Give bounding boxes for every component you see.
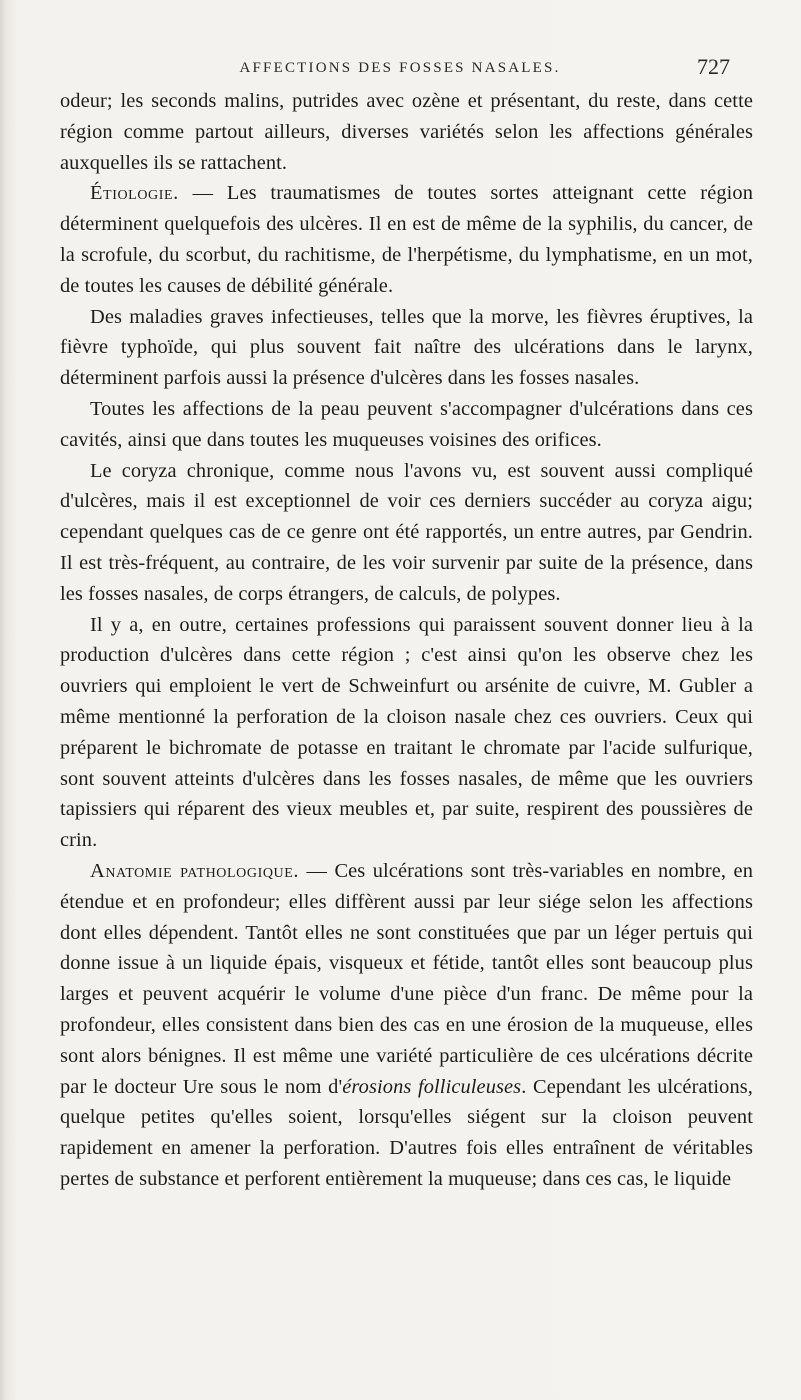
page-header [60, 56, 740, 82]
paragraph-text: . Cependant les ulcérations, quelque petites qu'elles soient, lorsqu'elles siégent sur la cloison peuvent rapidement en amener la perforation. D'autres fois elles entraînent de véritables pertes de substance et perforent entièrement la muqueuse; dans ces cas, le liquide [60, 1075, 753, 1190]
section-heading-etiologie: Étiologie. [90, 182, 179, 205]
paragraph-coryza [60, 456, 753, 610]
paragraph-text: Toutes les affections de la peau peuvent s'accompagner d'ulcérations dans ces cavités, ainsi que dans toutes les muqueuses voisines des orifices. [60, 397, 753, 451]
paragraph-continuation [60, 86, 753, 178]
paragraph-text: odeur; les seconds malins, putrides avec ozène et présentant, du reste, dans cette région comme partout ailleurs, diverses variétés selon les affections générales auxquelles ils se rattachent. [60, 90, 753, 174]
paragraph-etiologie [60, 178, 753, 301]
paragraph-text: Des maladies graves infectieuses, telles que la morve, les fièvres éruptives, la fièvre typhoïde, qui plus souvent fait naître des ulcérations dans le larynx, déterminent parfois aussi la présence d'ulcères dans les fosses nasales. [60, 305, 753, 390]
paragraph-text: — Les traumatismes de toutes sortes atteignant cette région déterminent quelquefois des ulcères. Il en est de même de la syphilis, du cancer, de la scrofule, du scorbut, du rachitisme, de l'herpétisme, du lymphatisme, en un mot, de toutes les causes de débilité générale. [60, 182, 753, 297]
page-number: 727 [697, 54, 730, 79]
paragraph-maladies-infectieuses [60, 302, 753, 394]
section-heading-anatomie: Anatomie pathologique. [90, 859, 300, 882]
italic-term: érosions folliculeuses [342, 1075, 522, 1098]
running-title: AFFECTIONS DES FOSSES NASALES. [239, 60, 561, 76]
paragraph-text: Il y a, en outre, certaines professions qui paraissent souvent donner lieu à la production d'ulcères dans cette région ; c'est ainsi qu'on les observe chez les ouvriers qui emploient le vert de Schweinfurt ou arsénite de cuivre, M. Gubler a même mentionné la perforation de la cloison nasale chez ces ouvriers. Ceux qui préparent le bichromate de potasse en traitant le chromate par l'acide sulfurique, sont souvent atteints d'ulcères dans les fosses nasales, de même que les ouvriers tapissiers qui réparent des vieux meubles et, par suite, respirent des poussières de crin. [60, 613, 753, 852]
paragraph-text: Le coryza chronique, comme nous l'avons vu, est souvent aussi compliqué d'ulcères, mais il est exceptionnel de voir ces derniers succéder au coryza aigu; cependant quelques cas de ce genre ont été rapportés, un entre autres, par Gendrin. Il est très-fréquent, au contraire, de les voir survenir par suite de la présence, dans les fosses nasales, de corps étrangers, de calculs, de polypes. [60, 459, 753, 605]
paragraph-anatomie-pathologique [60, 856, 753, 1195]
paragraph-professions [60, 610, 753, 856]
body-text [60, 86, 753, 1195]
paragraph-affections-peau [60, 394, 753, 456]
paragraph-text: — Ces ulcérations sont très-variables en nombre, en étendue et en profondeur; elles diffèrent aussi par leur siége selon les affections dont elles dépendent. Tantôt elles ne sont constituées que par un léger pertuis qui donne issue à un liquide épais, visqueux et fétide, tantôt elles sont beaucoup plus larges et peuvent acquérir le volume d'une pièce d'un franc. De même pour la profondeur, elles consistent dans bien des cas en une érosion de la muqueuse, elles sont alors bénignes. Il est même une variété particulière de ces ulcérations décrite par le docteur Ure sous le nom d' [60, 859, 753, 1098]
